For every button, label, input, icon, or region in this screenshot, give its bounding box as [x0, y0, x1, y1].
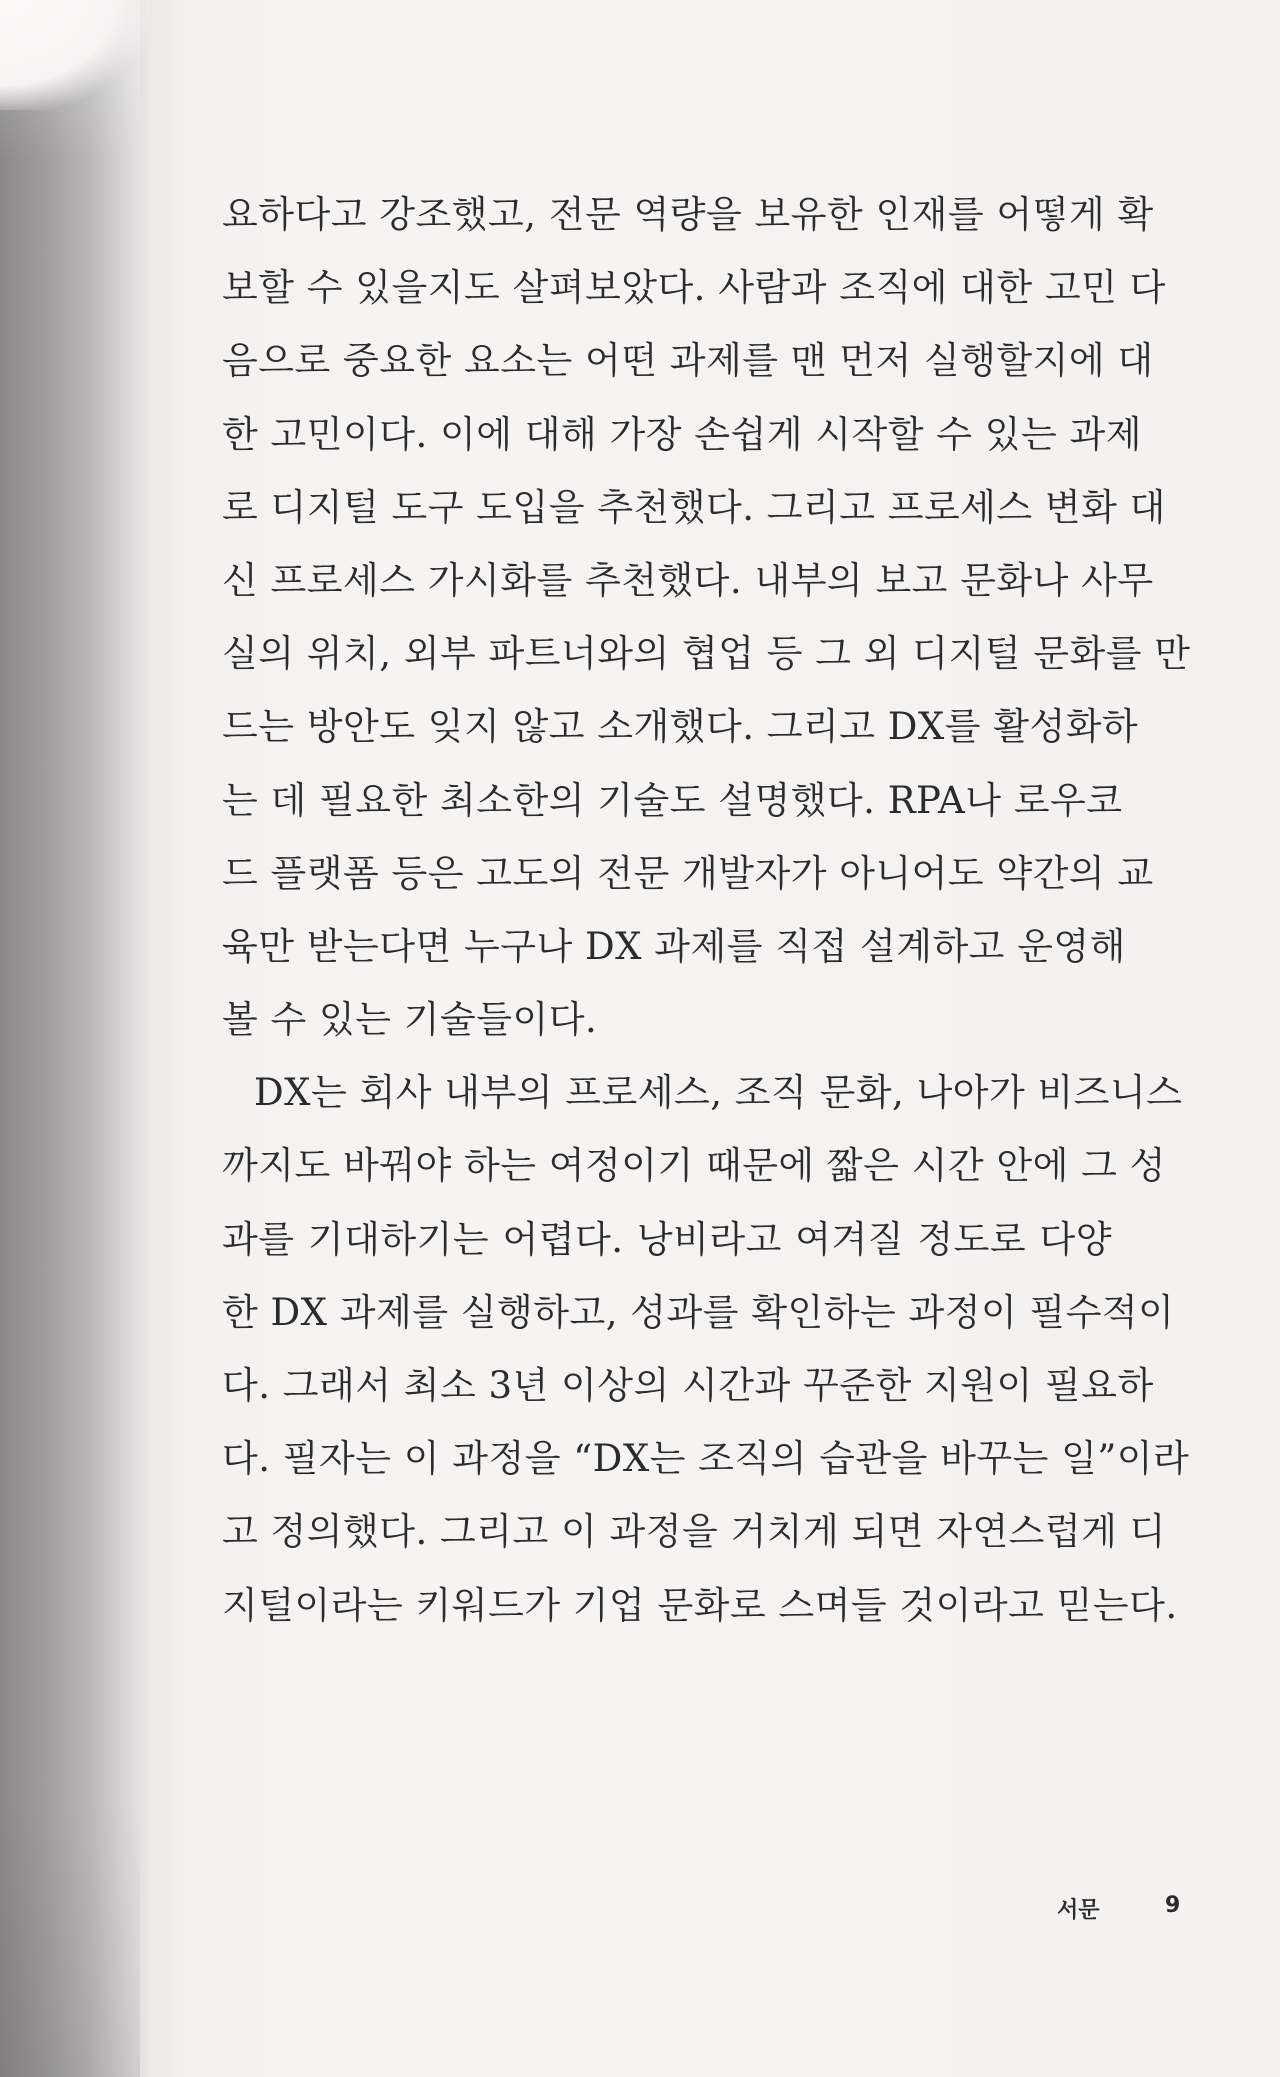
body-text [222, 178, 1191, 1642]
text-line: 드는 방안도 잊지 않고 소개했다. 그리고 DX를 활성화하 [222, 705, 1139, 749]
text-line: 지털이라는 키워드가 기업 문화로 스며들 것이라고 믿는다. [222, 1583, 1178, 1627]
text-line: 볼 수 있는 기술들이다. [222, 998, 598, 1042]
page-number: 9 [1165, 1893, 1181, 1918]
text-line: 한 DX 과제를 실행하고, 성과를 확인하는 과정이 필수적이 [222, 1290, 1175, 1334]
page-corner [0, 0, 150, 110]
text-line: 고 정의했다. 그리고 이 과정을 거치게 되면 자연스럽게 디 [222, 1510, 1166, 1554]
text-line: 실의 위치, 외부 파트너와의 협업 등 그 외 디지털 문화를 만 [222, 632, 1191, 676]
text-line: 까지도 바꿔야 하는 여정이기 때문에 짧은 시간 안에 그 성 [222, 1144, 1166, 1188]
running-footer-section: 서문 [1057, 1898, 1100, 1923]
text-line: DX는 회사 내부의 프로세스, 조직 문화, 나아가 비즈니스 [254, 1071, 1183, 1115]
text-line: 한 고민이다. 이에 대해 가장 손쉽게 시작할 수 있는 과제 [222, 412, 1142, 456]
text-line: 다. 필자는 이 과정을 “DX는 조직의 습관을 바꾸는 일”이라 [222, 1437, 1190, 1481]
paragraph-1 [222, 178, 1191, 1056]
text-line: 음으로 중요한 요소는 어떤 과제를 맨 먼저 실행할지에 대 [222, 339, 1154, 383]
text-line: 는 데 필요한 최소한의 기술도 설명했다. RPA나 로우코 [222, 778, 1123, 822]
text-line: 로 디지털 도구 도입을 추천했다. 그리고 프로세스 변화 대 [222, 485, 1166, 529]
text-line: 드 플랫폼 등은 고도의 전문 개발자가 아니어도 약간의 교 [222, 851, 1154, 895]
paragraph-2 [222, 1056, 1190, 1642]
text-line: 다. 그래서 최소 3년 이상의 시간과 꾸준한 지원이 필요하 [222, 1364, 1154, 1407]
text-line: 육만 받는다면 누구나 DX 과제를 직접 설계하고 운영해 [222, 924, 1126, 968]
text-line: 과를 기대하기는 어렵다. 낭비라고 여겨질 정도로 다양 [222, 1217, 1112, 1261]
page-footer [0, 1893, 1280, 1933]
text-line: 보할 수 있을지도 살펴보았다. 사람과 조직에 대한 고민 다 [222, 266, 1166, 310]
text-line: 신 프로세스 가시화를 추천했다. 내부의 보고 문화나 사무 [222, 558, 1154, 602]
text-line: 요하다고 강조했고, 전문 역량을 보유한 인재를 어떻게 확 [222, 193, 1154, 236]
